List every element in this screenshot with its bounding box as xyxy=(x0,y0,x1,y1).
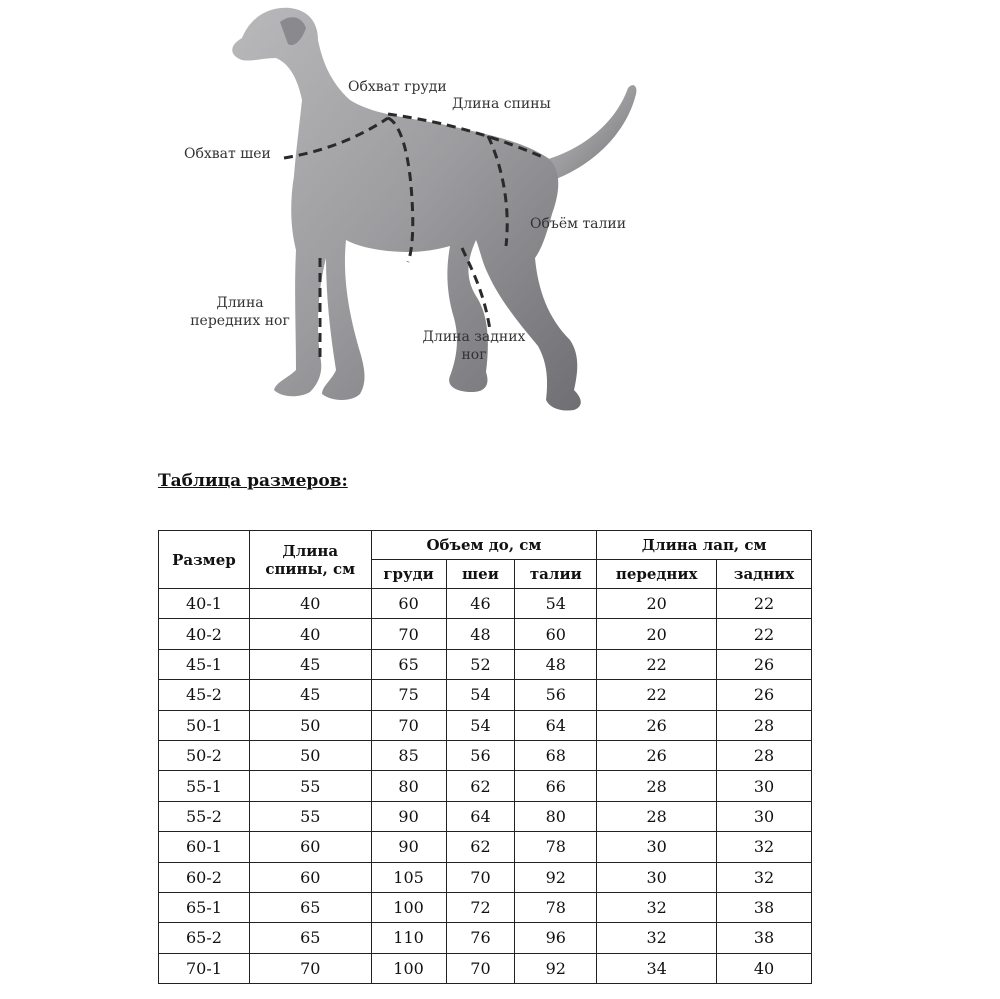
header-waist: талии xyxy=(515,560,597,589)
front-leg-cell: 32 xyxy=(597,892,717,922)
header-size: Размер xyxy=(159,531,250,589)
back-cell: 55 xyxy=(249,801,371,831)
chest-cell: 90 xyxy=(371,832,446,862)
front-leg-cell: 30 xyxy=(597,832,717,862)
neck-cell: 46 xyxy=(446,589,515,619)
size-cell: 65-2 xyxy=(159,923,250,953)
label-back-length: Длина спины xyxy=(452,96,551,112)
header-back-length xyxy=(249,531,371,589)
size-cell: 45-2 xyxy=(159,680,250,710)
back-cell: 60 xyxy=(249,862,371,892)
chest-cell: 90 xyxy=(371,801,446,831)
back-cell: 65 xyxy=(249,892,371,922)
front-leg-cell: 20 xyxy=(597,619,717,649)
label-hind-legs-line2: ног xyxy=(461,347,487,363)
header-neck: шеи xyxy=(446,560,515,589)
hind-leg-cell: 22 xyxy=(717,589,812,619)
neck-cell: 54 xyxy=(446,710,515,740)
waist-cell: 92 xyxy=(515,953,597,983)
dog-silhouette-icon xyxy=(150,0,850,440)
size-cell: 60-1 xyxy=(159,832,250,862)
hind-leg-cell: 38 xyxy=(717,923,812,953)
table-row xyxy=(159,589,812,619)
back-cell: 50 xyxy=(249,710,371,740)
waist-cell: 92 xyxy=(515,862,597,892)
hind-leg-cell: 28 xyxy=(717,740,812,770)
back-cell: 60 xyxy=(249,832,371,862)
front-leg-cell: 20 xyxy=(597,589,717,619)
table-row xyxy=(159,619,812,649)
size-cell: 40-1 xyxy=(159,589,250,619)
waist-cell: 56 xyxy=(515,680,597,710)
chest-cell: 105 xyxy=(371,862,446,892)
waist-cell: 80 xyxy=(515,801,597,831)
size-cell: 55-2 xyxy=(159,801,250,831)
hind-leg-cell: 26 xyxy=(717,649,812,679)
header-hind: задних xyxy=(717,560,812,589)
waist-cell: 64 xyxy=(515,710,597,740)
label-waist-volume: Объём талии xyxy=(530,216,627,232)
hind-leg-cell: 32 xyxy=(717,862,812,892)
neck-cell: 70 xyxy=(446,953,515,983)
hind-leg-cell: 30 xyxy=(717,771,812,801)
chest-cell: 85 xyxy=(371,740,446,770)
chest-cell: 100 xyxy=(371,953,446,983)
size-cell: 45-1 xyxy=(159,649,250,679)
front-leg-cell: 32 xyxy=(597,923,717,953)
table-row xyxy=(159,862,812,892)
size-cell: 40-2 xyxy=(159,619,250,649)
table-row xyxy=(159,892,812,922)
front-leg-cell: 34 xyxy=(597,953,717,983)
header-back-line2: спины, см xyxy=(265,559,356,578)
back-cell: 55 xyxy=(249,771,371,801)
size-cell: 60-2 xyxy=(159,862,250,892)
chest-cell: 70 xyxy=(371,710,446,740)
label-hind-legs xyxy=(414,328,534,364)
chest-cell: 75 xyxy=(371,680,446,710)
size-table xyxy=(158,530,812,984)
header-legs-group: Длина лап, см xyxy=(597,531,812,560)
dog-measurement-diagram xyxy=(150,0,850,440)
size-cell: 70-1 xyxy=(159,953,250,983)
label-front-legs-line1: Длина xyxy=(216,295,264,311)
table-row xyxy=(159,649,812,679)
table-row xyxy=(159,771,812,801)
back-cell: 40 xyxy=(249,619,371,649)
front-leg-cell: 26 xyxy=(597,710,717,740)
table-row xyxy=(159,832,812,862)
back-cell: 40 xyxy=(249,589,371,619)
hind-leg-cell: 22 xyxy=(717,619,812,649)
hind-leg-cell: 28 xyxy=(717,710,812,740)
neck-cell: 64 xyxy=(446,801,515,831)
header-front: передних xyxy=(597,560,717,589)
label-hind-legs-line1: Длина задних xyxy=(422,329,526,345)
neck-cell: 52 xyxy=(446,649,515,679)
chest-cell: 60 xyxy=(371,589,446,619)
hind-leg-cell: 26 xyxy=(717,680,812,710)
chest-cell: 110 xyxy=(371,923,446,953)
size-cell: 50-2 xyxy=(159,740,250,770)
neck-cell: 70 xyxy=(446,862,515,892)
front-leg-cell: 26 xyxy=(597,740,717,770)
neck-cell: 76 xyxy=(446,923,515,953)
label-front-legs-line2: передних ног xyxy=(190,313,290,329)
label-chest-girth: Обхват груди xyxy=(348,79,447,95)
size-cell: 65-1 xyxy=(159,892,250,922)
neck-cell: 62 xyxy=(446,832,515,862)
waist-cell: 78 xyxy=(515,892,597,922)
neck-cell: 48 xyxy=(446,619,515,649)
size-table-title: Таблица размеров: xyxy=(158,471,348,491)
table-row xyxy=(159,923,812,953)
header-back-line1: Длина xyxy=(282,541,339,560)
hind-leg-cell: 38 xyxy=(717,892,812,922)
waist-cell: 54 xyxy=(515,589,597,619)
table-row xyxy=(159,740,812,770)
size-cell: 55-1 xyxy=(159,771,250,801)
back-cell: 65 xyxy=(249,923,371,953)
waist-cell: 78 xyxy=(515,832,597,862)
table-row xyxy=(159,710,812,740)
table-header-row xyxy=(159,531,812,560)
table-row xyxy=(159,680,812,710)
back-cell: 45 xyxy=(249,649,371,679)
hind-leg-cell: 40 xyxy=(717,953,812,983)
waist-cell: 68 xyxy=(515,740,597,770)
front-leg-cell: 30 xyxy=(597,862,717,892)
neck-cell: 56 xyxy=(446,740,515,770)
label-front-legs xyxy=(180,294,300,330)
waist-cell: 66 xyxy=(515,771,597,801)
hind-leg-cell: 30 xyxy=(717,801,812,831)
size-cell: 50-1 xyxy=(159,710,250,740)
table-row xyxy=(159,801,812,831)
front-leg-cell: 22 xyxy=(597,649,717,679)
hind-leg-cell: 32 xyxy=(717,832,812,862)
header-chest: груди xyxy=(371,560,446,589)
neck-cell: 62 xyxy=(446,771,515,801)
chest-cell: 70 xyxy=(371,619,446,649)
back-cell: 50 xyxy=(249,740,371,770)
chest-cell: 65 xyxy=(371,649,446,679)
front-leg-cell: 28 xyxy=(597,771,717,801)
back-cell: 70 xyxy=(249,953,371,983)
chest-cell: 80 xyxy=(371,771,446,801)
front-leg-cell: 28 xyxy=(597,801,717,831)
waist-cell: 96 xyxy=(515,923,597,953)
waist-cell: 60 xyxy=(515,619,597,649)
table-body xyxy=(159,589,812,984)
neck-cell: 72 xyxy=(446,892,515,922)
front-leg-cell: 22 xyxy=(597,680,717,710)
table-row xyxy=(159,953,812,983)
waist-cell: 48 xyxy=(515,649,597,679)
chest-cell: 100 xyxy=(371,892,446,922)
header-volume-group: Объем до, см xyxy=(371,531,597,560)
back-cell: 45 xyxy=(249,680,371,710)
neck-cell: 54 xyxy=(446,680,515,710)
label-neck-girth: Обхват шеи xyxy=(184,146,271,162)
